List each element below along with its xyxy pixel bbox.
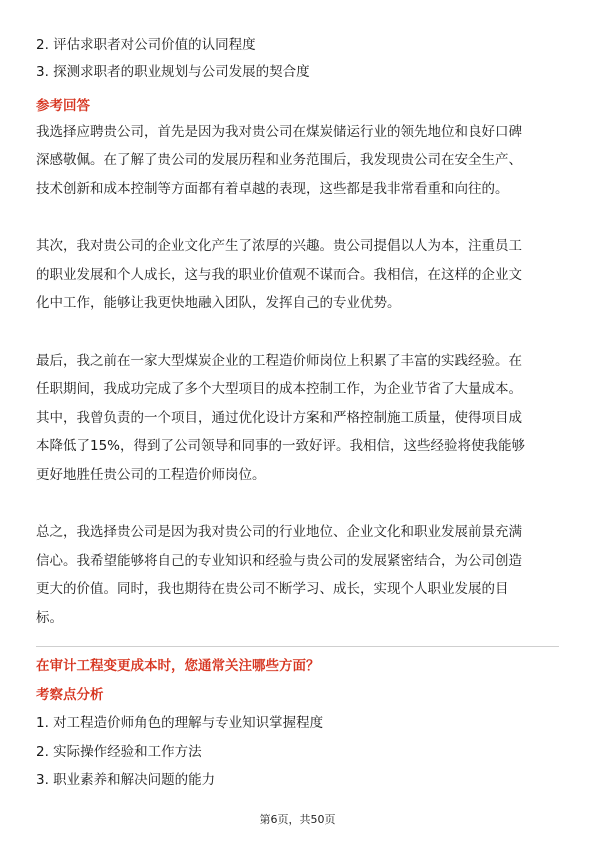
intro-list-item: 3. 探测求职者的职业规划与公司发展的契合度 [36,64,310,80]
analysis-list-item: 3. 职业素养和解决问题的能力 [36,772,216,788]
answer-paragraph-line: 技术创新和成本控制等方面都有着卓越的表现，这些都是我非常看重和向往的。 [36,181,509,197]
answer-paragraph-line: 任职期间，我成功完成了多个大型项目的成本控制工作，为企业节省了大量成本。 [36,381,522,397]
section-divider [36,646,559,647]
page-number: 第6页，共50页 [259,813,336,826]
answer-paragraph-line: 我选择应聘贵公司，首先是因为我对贵公司在煤炭储运行业的领先地位和良好口碑 [36,124,522,140]
answer-paragraph-line: 的职业发展和个人成长，这与我的职业价值观不谋而合。我相信，在这样的企业文 [36,267,522,283]
intro-list-item: 2. 评估求职者对公司价值的认同程度 [36,37,256,53]
analysis-list-item: 1. 对工程造价师角色的理解与专业知识掌握程度 [36,715,324,731]
answer-paragraph-line: 深感敬佩。在了解了贵公司的发展历程和业务范围后，我发现贵公司在安全生产、 [36,152,522,168]
analysis-list-item: 2. 实际操作经验和工作方法 [36,744,202,760]
answer-paragraph-line: 最后，我之前在一家大型煤炭企业的工程造价师岗位上积累了丰富的实践经验。在 [36,353,522,369]
answer-paragraph-line: 更大的价值。同时，我也期待在贵公司不断学习、成长，实现个人职业发展的目 [36,581,509,597]
answer-paragraph-line: 化中工作，能够让我更快地融入团队，发挥自己的专业优势。 [36,295,401,311]
answer-paragraph-line: 其中，我曾负责的一个项目，通过优化设计方案和严格控制施工质量，使得项目成 [36,410,522,426]
answer-paragraph-line: 更好地胜任贵公司的工程造价师岗位。 [36,467,266,483]
answer-paragraph-line: 标。 [36,610,63,626]
answer-heading: 参考回答 [36,98,90,114]
answer-paragraph-line: 本降低了15%，得到了公司领导和同事的一致好评。我相信，这些经验将使我能够 [36,438,526,454]
answer-paragraph-line: 其次，我对贵公司的企业文化产生了浓厚的兴趣。贵公司提倡以人为本，注重员工 [36,238,522,254]
answer-paragraph-line: 总之，我选择贵公司是因为我对贵公司的行业地位、企业文化和职业发展前景充满 [36,524,522,540]
analysis-heading: 考察点分析 [36,687,104,703]
answer-paragraph-line: 信心。我希望能够将自己的专业知识和经验与贵公司的发展紧密结合，为公司创造 [36,553,522,569]
question-heading: 在审计工程变更成本时，您通常关注哪些方面？ [36,658,320,674]
